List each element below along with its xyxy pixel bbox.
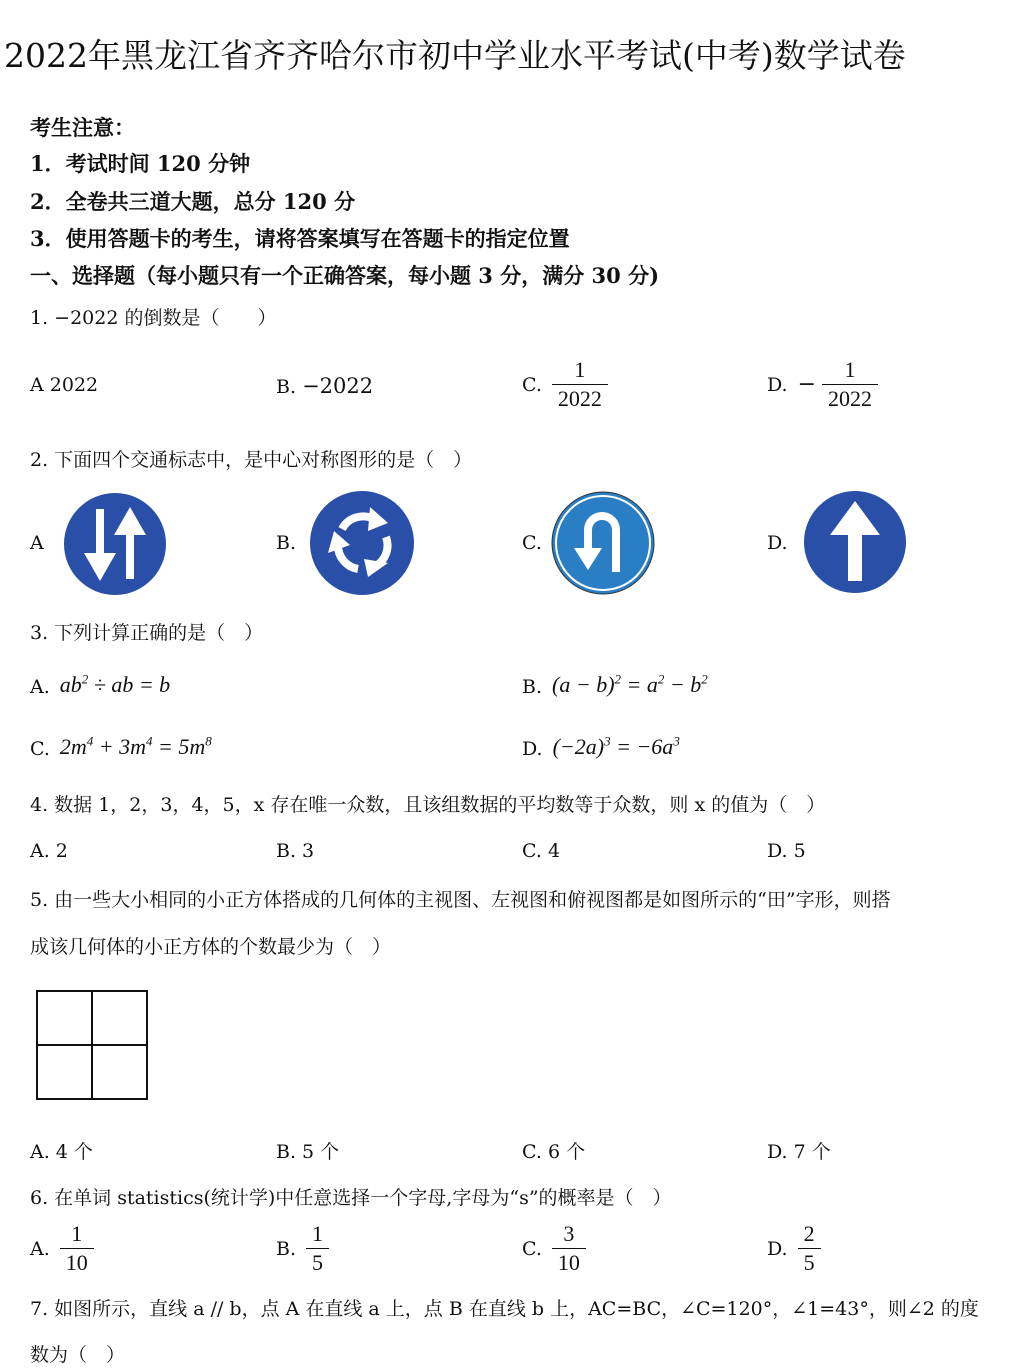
traffic-sign-straight-arrow-icon [802, 489, 908, 595]
question-1-stem: 1. −2022 的倒数是（ ） [30, 307, 277, 329]
section-heading: 一、选择题（每小题只有一个正确答案，每小题 3 分，满分 30 分) [30, 263, 660, 288]
q1-option-d: D. − $\frac{1}{2022}$ [767, 358, 878, 411]
q5-option-b: B. 5 个 [276, 1141, 340, 1163]
page-title: 2022年黑龙江省齐齐哈尔市初中学业水平考试(中考)数学试卷 [4, 36, 906, 75]
q5-option-a: A. 4 个 [30, 1141, 93, 1163]
question-6-stem: 6. 在单词 statistics(统计学)中任意选择一个字母,字母为“s”的概率是（ ） [30, 1187, 672, 1209]
notice-item-1: 1．考试时间 120 分钟 [30, 151, 251, 176]
question-5-stem-line-2: 成该几何体的小正方体的个数最少为（ ） [30, 936, 392, 958]
q2-option-d-label: D. [767, 532, 788, 554]
q4-option-b: B. 3 [276, 840, 315, 862]
question-2-stem: 2. 下面四个交通标志中，是中心对称图形的是（ ） [30, 449, 473, 471]
q6-option-d: D. $\frac{2}{5}$ [767, 1222, 821, 1275]
q1-option-b: B. −2022 [276, 374, 374, 398]
q4-option-a: A. 2 [30, 840, 68, 862]
q2-option-b-label: B. [276, 532, 297, 554]
q3-option-a: A. $ab^2$ ÷ ab = b [30, 672, 171, 699]
notice-item-2: 2．全卷共三道大题，总分 120 分 [30, 189, 356, 214]
q1-option-a: A 2022 [30, 374, 99, 396]
q2-option-c-label: C. [522, 532, 542, 554]
question-3-stem: 3. 下列计算正确的是（ ） [30, 622, 264, 644]
traffic-sign-opposite-arrows-icon [62, 491, 168, 597]
q6-option-b: B. $\frac{1}{5}$ [276, 1222, 329, 1275]
q1-option-c: C. $\frac{1}{2022}$ [522, 358, 608, 411]
q3-option-c: C. $2m^4 + 3m^4 = 5m^8$ [30, 734, 212, 761]
q6-option-a: A. $\frac{1}{10}$ [30, 1222, 94, 1275]
question-7-stem-line-1: 7. 如图所示，直线 a // b，点 A 在直线 a 上，点 B 在直线 b 上，AC=BC，∠C=120°，∠1=43°，则∠2 的度 [30, 1298, 979, 1320]
notice-heading: 考生注意： [30, 115, 135, 140]
q6-option-c: C. $\frac{3}{10}$ [522, 1222, 586, 1275]
notice-item-3: 3．使用答题卡的考生，请将答案填写在答题卡的指定位置 [30, 226, 570, 251]
q4-option-d: D. 5 [767, 840, 806, 862]
traffic-sign-roundabout-icon [308, 489, 416, 597]
question-5-stem-line-1: 5. 由一些大小相同的小正方体搭成的几何体的主视图、左视图和俯视图都是如图所示的“田”字形，则搭 [30, 889, 891, 911]
q4-option-c: C. 4 [522, 840, 561, 862]
q3-option-d: D. $(-2a)^3 = -6a^3$ [522, 734, 680, 761]
traffic-sign-u-turn-icon [550, 490, 656, 596]
tian-grid-figure [36, 990, 150, 1102]
q5-option-c: C. 6 个 [522, 1141, 586, 1163]
question-4-stem: 4. 数据 1，2，3，4，5，x 存在唯一众数，且该组数据的平均数等于众数，则 x 的值为（ ） [30, 794, 826, 816]
q3-option-b: B. $(a - b)^2 = a^2 - b^2$ [522, 672, 708, 699]
q2-option-a-label: A [30, 532, 44, 554]
question-7-stem-line-2: 数为（ ） [30, 1344, 126, 1366]
q5-option-d: D. 7 个 [767, 1141, 831, 1163]
